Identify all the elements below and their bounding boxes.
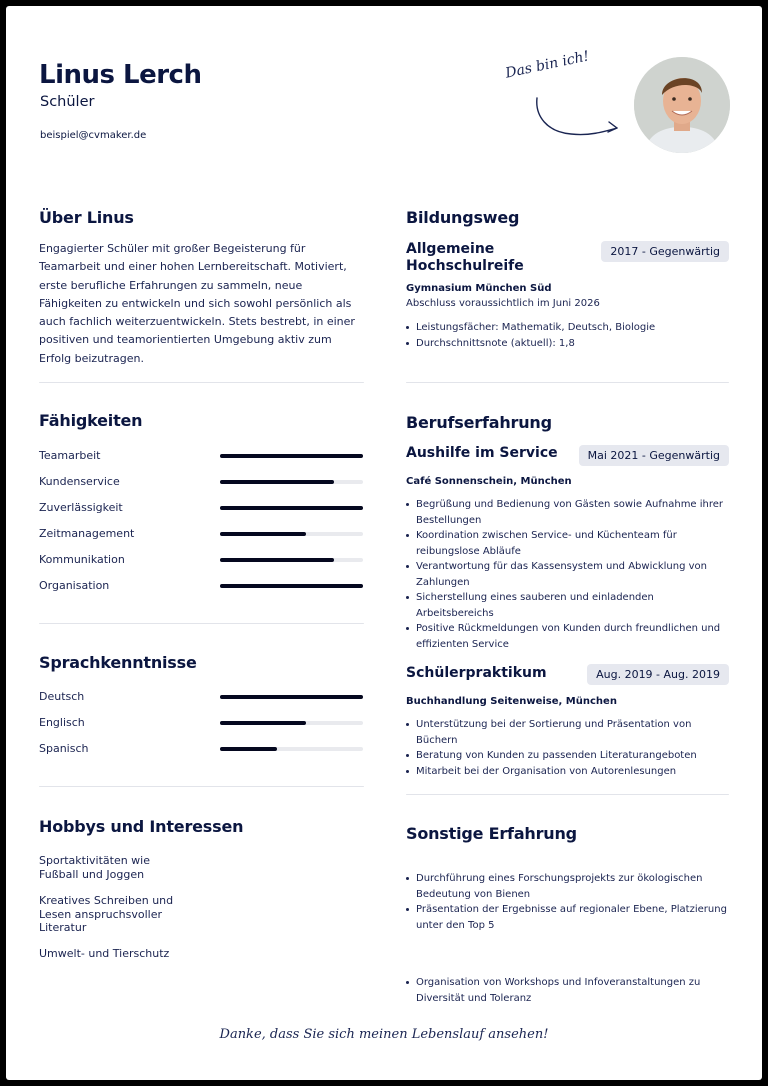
skill-label: Zeitmanagement	[39, 527, 135, 540]
section-title-hobbies: Hobbys und Interessen	[39, 817, 244, 836]
education-title: Allgemeine Hochschulreife	[406, 241, 524, 274]
other-bullets	[406, 975, 731, 1006]
divider	[39, 623, 364, 624]
list-item: Verantwortung für das Kassensystem und Abwicklung von Zahlungen	[406, 559, 731, 590]
experience-employer: Café Sonnenschein, München	[406, 476, 572, 487]
skill-row	[39, 527, 364, 541]
handwritten-note: Das bin ich!	[504, 48, 591, 82]
skill-level-fill	[220, 532, 306, 536]
divider	[39, 382, 364, 383]
experience-title: Schülerpraktikum	[406, 665, 547, 681]
skill-label: Zuverlässigkeit	[39, 501, 123, 514]
education-note: Abschluss voraussichtlich im Juni 2026	[406, 298, 600, 309]
skill-level-bar	[220, 454, 363, 458]
skill-label: Organisation	[39, 579, 110, 592]
list-item: Sicherstellung eines sauberen und einladenden Arbeitsbereichs	[406, 590, 731, 621]
section-title-other: Sonstige Erfahrung	[406, 824, 577, 843]
education-school: Gymnasium München Süd	[406, 283, 552, 294]
language-level-bar	[220, 695, 363, 699]
divider	[406, 794, 729, 795]
section-title-experience: Berufserfahrung	[406, 413, 552, 432]
language-level-bar	[220, 747, 363, 751]
experience-bullets	[406, 497, 731, 652]
skill-row	[39, 579, 364, 593]
language-row	[39, 742, 364, 756]
portrait-icon	[634, 57, 730, 153]
candidate-role: Schüler	[40, 94, 95, 110]
skill-level-bar	[220, 532, 363, 536]
list-item: Durchschnittsnote (aktuell): 1,8	[406, 336, 731, 352]
section-title-skills: Fähigkeiten	[39, 411, 143, 430]
hobby-item: Umwelt- und Tierschutz	[39, 947, 170, 960]
skill-row	[39, 501, 364, 515]
skill-level-bar	[220, 584, 363, 588]
language-label: Deutsch	[39, 690, 85, 703]
list-item: Mitarbeit bei der Organisation von Autorenlesungen	[406, 764, 731, 780]
other-bullets	[406, 871, 731, 933]
language-label: Spanisch	[39, 742, 89, 755]
hobby-item: Sportaktivitäten wie Fußball und Joggen	[39, 854, 150, 881]
thank-you-note: Danke, dass Sie sich meinen Lebenslauf ansehen!	[219, 1027, 549, 1042]
list-item: Unterstützung bei der Sortierung und Präsentation von Büchern	[406, 717, 731, 748]
skill-row	[39, 475, 364, 489]
section-title-languages: Sprachkenntnisse	[39, 653, 197, 672]
list-item: Durchführung eines Forschungsprojekts zur ökologischen Bedeutung von Bienen	[406, 871, 731, 902]
divider	[406, 382, 729, 383]
skill-label: Kundenservice	[39, 475, 120, 488]
experience-employer: Buchhandlung Seitenweise, München	[406, 696, 617, 707]
skill-label: Teamarbeit	[39, 449, 101, 462]
section-title-about: Über Linus	[39, 208, 134, 227]
language-label: Englisch	[39, 716, 85, 729]
skill-row	[39, 553, 364, 567]
list-item: Organisation von Workshops und Infoveranstaltungen zu Diversität und Toleranz	[406, 975, 731, 1006]
skill-level-bar	[220, 480, 363, 484]
section-title-education: Bildungsweg	[406, 208, 520, 227]
experience-title: Aushilfe im Service	[406, 445, 558, 461]
skill-level-bar	[220, 558, 363, 562]
language-level-fill	[220, 695, 363, 699]
list-item: Begrüßung und Bedienung von Gästen sowie Aufnahme ihrer Bestellungen	[406, 497, 731, 528]
candidate-email[interactable]: beispiel@cvmaker.de	[40, 130, 147, 141]
list-item: Beratung von Kunden zu passenden Literaturangeboten	[406, 748, 731, 764]
education-bullets	[406, 320, 731, 351]
language-row	[39, 690, 364, 704]
date-badge: 2017 - Gegenwärtig	[601, 241, 729, 262]
date-badge: Mai 2021 - Gegenwärtig	[579, 445, 729, 466]
experience-bullets	[406, 717, 731, 779]
language-level-bar	[220, 721, 363, 725]
list-item: Positive Rückmeldungen von Kunden durch freundlichen und effizienten Service	[406, 621, 731, 652]
language-level-fill	[220, 747, 277, 751]
list-item: Koordination zwischen Service- und Küchenteam für reibungslose Abläufe	[406, 528, 731, 559]
skill-row	[39, 449, 364, 463]
candidate-name: Linus Lerch	[39, 60, 202, 90]
language-level-fill	[220, 721, 306, 725]
divider	[39, 786, 364, 787]
date-badge: Aug. 2019 - Aug. 2019	[587, 664, 729, 685]
skill-level-fill	[220, 558, 334, 562]
about-text: Engagierter Schüler mit großer Begeisterung für Teamarbeit und einer hohen Lernbereitschaft. Motiviert, erste berufliche Erfahrungen zu sammeln, neue Fähigkeiten zu entwickeln und sich sowohl persönlich als auch fachlich weiterzuentwickeln. Stets bestrebt, in einer positiven und teamorientierten Umgebung aktiv zum Erfolg beizutragen.	[39, 242, 355, 365]
list-item: Leistungsfächer: Mathematik, Deutsch, Biologie	[406, 320, 731, 336]
skill-level-fill	[220, 480, 334, 484]
skill-level-fill	[220, 506, 363, 510]
profile-photo	[634, 57, 730, 153]
skill-level-fill	[220, 454, 363, 458]
skill-level-fill	[220, 584, 363, 588]
language-row	[39, 716, 364, 730]
skill-label: Kommunikation	[39, 553, 125, 566]
list-item: Präsentation der Ergebnisse auf regionaler Ebene, Platzierung unter den Top 5	[406, 902, 731, 933]
cv-page	[6, 6, 762, 1080]
curved-arrow-icon	[531, 94, 623, 142]
hobby-item: Kreatives Schreiben und Lesen anspruchsvoller Literatur	[39, 894, 174, 934]
skill-level-bar	[220, 506, 363, 510]
